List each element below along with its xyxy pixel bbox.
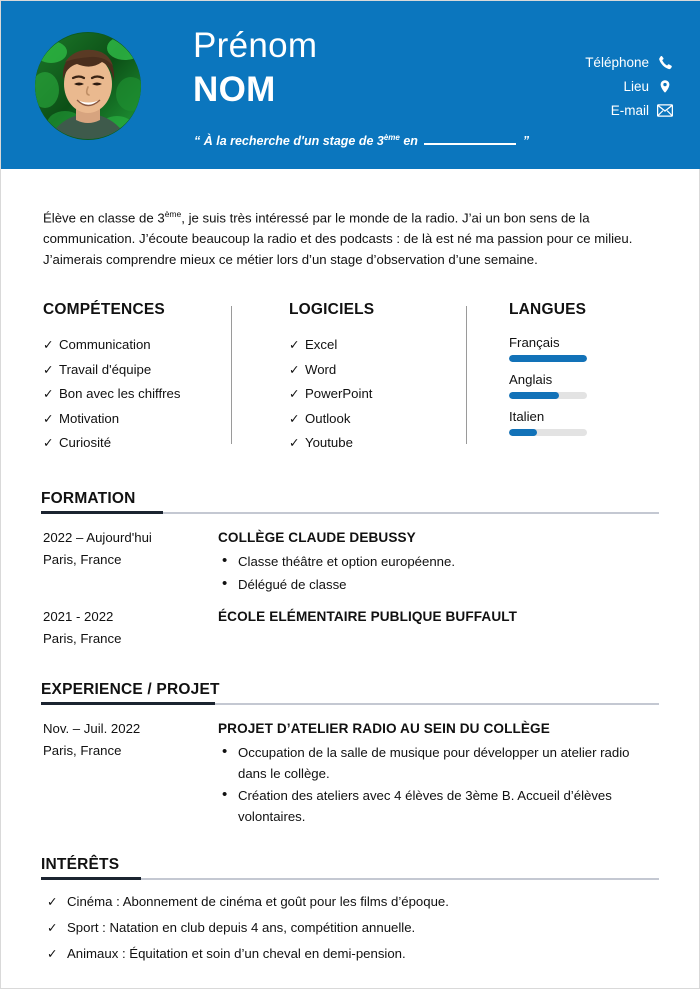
software-label: Outlook — [305, 410, 351, 426]
software-label: Word — [305, 361, 337, 377]
list-item — [43, 333, 233, 358]
check-icon: ✓ — [47, 895, 58, 909]
check-icon: ✓ — [47, 947, 58, 961]
language-label: Français — [509, 335, 560, 350]
software-list — [289, 333, 479, 456]
check-icon: ✓ — [289, 411, 300, 426]
list-item — [43, 358, 233, 383]
skill-label: Bon avec les chiffres — [59, 386, 181, 401]
check-icon: ✓ — [289, 436, 300, 450]
interest-label: Sport : Natation en club depuis 4 ans, compétition annuelle. — [67, 920, 416, 935]
experience-entry-0 — [43, 718, 657, 833]
language-level-track — [509, 429, 587, 436]
list-item — [45, 889, 655, 915]
tagline-superscript: ème — [383, 132, 400, 142]
language-level-fill — [509, 392, 559, 399]
contact-list — [585, 51, 673, 123]
section-rule-dark — [41, 877, 141, 880]
interests-list — [45, 889, 655, 967]
contact-item-phone[interactable] — [585, 51, 673, 73]
section-rule-dark — [41, 702, 215, 705]
phone-icon — [657, 54, 673, 70]
tagline-blank — [424, 132, 516, 145]
tagline — [194, 132, 529, 148]
tagline-pre: “ À la recherche d'un stage de 3 — [194, 134, 384, 148]
formation-entry-1-detail — [218, 606, 658, 631]
interest-label: Cinéma : Abonnement de cinéma et goût pour les films d’époque. — [67, 894, 449, 909]
contact-item-location[interactable] — [585, 75, 673, 97]
formation-entry-1 — [43, 606, 657, 654]
formation-entry-0-bullets — [218, 552, 658, 595]
section-title-interests: INTÉRÊTS — [41, 856, 123, 874]
contact-item-email[interactable] — [585, 99, 673, 121]
bullet-item: • Création des ateliers avec 4 élèves de 3ème B. Accueil d’élèves volontaires. — [218, 786, 658, 827]
section-header-experience — [41, 681, 659, 705]
language-level-track — [509, 392, 587, 399]
language-item-italien — [509, 407, 659, 436]
experience-entry-0-org: PROJET D’ATELIER RADIO AU SEIN DU COLLÈGE — [218, 721, 550, 736]
list-item — [289, 407, 479, 432]
bullet-item: • Classe théâtre et option européenne. — [218, 552, 658, 573]
skill-label: Curiosité — [59, 435, 112, 450]
check-icon: ✓ — [43, 338, 54, 352]
list-item — [43, 407, 233, 432]
formation-entry-1-dates: 2021 - 2022 — [43, 609, 114, 624]
skills-column — [43, 301, 233, 456]
tagline-mid: en — [399, 134, 422, 148]
software-title: LOGICIELS — [289, 301, 375, 318]
formation-entry-0-dates: 2022 – Aujourd'hui — [43, 530, 152, 545]
skills-title: COMPÉTENCES — [43, 301, 165, 318]
cv-header — [1, 1, 700, 169]
experience-entry-0-dates-block — [43, 718, 208, 762]
skills-list — [43, 333, 233, 456]
list-item — [43, 382, 233, 407]
tagline-post: ” — [519, 134, 530, 148]
language-item-anglais — [509, 370, 659, 399]
software-label: Excel — [305, 337, 338, 352]
contact-label-phone: Téléphone — [585, 54, 649, 70]
check-icon: ✓ — [289, 338, 300, 352]
experience-entry-0-bullets — [218, 743, 658, 827]
contact-label-email: E-mail — [610, 102, 649, 118]
software-column — [289, 301, 479, 456]
contact-label-location: Lieu — [623, 78, 649, 94]
formation-entry-0-dates-block — [43, 527, 208, 571]
section-rule-dark — [41, 511, 163, 514]
intro-part1: Élève en classe de 3 — [43, 210, 165, 226]
bullet-item: • Occupation de la salle de musique pour développer un atelier radio dans le collège. — [218, 743, 658, 784]
language-level-fill — [509, 429, 537, 436]
interest-label: Animaux : Équitation et soin d’un cheval en demi-pension. — [67, 946, 406, 961]
skill-label: Motivation — [59, 410, 120, 426]
skill-label: Travail d'équipe — [59, 361, 152, 377]
first-name: Prénom — [193, 26, 318, 65]
formation-entry-0 — [43, 527, 657, 597]
language-level-fill — [509, 355, 587, 362]
check-icon: ✓ — [289, 387, 300, 401]
languages-title: LANGUES — [509, 301, 587, 318]
software-label: PowerPoint — [305, 386, 373, 401]
intro-superscript: ème — [164, 209, 182, 220]
experience-entry-0-detail — [218, 718, 658, 829]
formation-entry-0-location: Paris, France — [43, 552, 122, 567]
experience-entry-0-dates: Nov. – Juil. 2022 — [43, 721, 141, 736]
section-header-interests — [41, 856, 659, 880]
list-item — [289, 431, 479, 456]
language-label: Anglais — [509, 372, 553, 387]
formation-entry-1-dates-block — [43, 606, 208, 650]
list-item — [289, 333, 479, 358]
software-label: Youtube — [305, 435, 353, 450]
check-icon: ✓ — [43, 362, 54, 377]
check-icon: ✓ — [43, 411, 54, 426]
location-pin-icon — [657, 78, 673, 94]
language-item-francais — [509, 333, 659, 362]
bullet-item: • Délégué de classe — [218, 575, 658, 596]
language-label: Italien — [509, 409, 545, 424]
formation-entry-1-location: Paris, France — [43, 631, 122, 646]
language-level-track — [509, 355, 587, 362]
last-name: NOM — [193, 70, 276, 109]
list-item — [45, 941, 655, 967]
check-icon: ✓ — [43, 436, 54, 450]
intro-part2: , je suis très intéressé par le monde de la radio. J’ai un bon sens de la communication. J’écoute beaucoup la radio et des podcasts : de là est né ma passion pour ce milieu. J’aimerais comprendre mieux ce métier lors d’un stage d’observation d’une semaine. — [43, 210, 633, 267]
list-item — [43, 431, 233, 456]
languages-column — [509, 301, 659, 444]
list-item — [289, 382, 479, 407]
check-icon: ✓ — [289, 362, 300, 377]
avatar — [35, 32, 141, 140]
list-item — [45, 915, 655, 941]
check-icon: ✓ — [47, 921, 58, 935]
list-item — [289, 358, 479, 383]
name-block — [193, 25, 533, 111]
formation-entry-0-detail — [218, 527, 658, 597]
envelope-icon — [657, 102, 673, 118]
section-header-formation — [41, 490, 659, 514]
section-title-formation: FORMATION — [41, 490, 140, 508]
experience-entry-0-location: Paris, France — [43, 743, 122, 758]
skills-row — [43, 301, 657, 456]
section-title-experience: EXPERIENCE / PROJET — [41, 681, 224, 699]
check-icon: ✓ — [43, 387, 54, 401]
formation-entry-1-org: ÉCOLE ELÉMENTAIRE PUBLIQUE BUFFAULT — [218, 609, 518, 624]
skill-label: Communication — [59, 337, 151, 352]
intro-paragraph — [43, 204, 657, 270]
formation-entry-0-org: COLLÈGE CLAUDE DEBUSSY — [218, 530, 416, 545]
